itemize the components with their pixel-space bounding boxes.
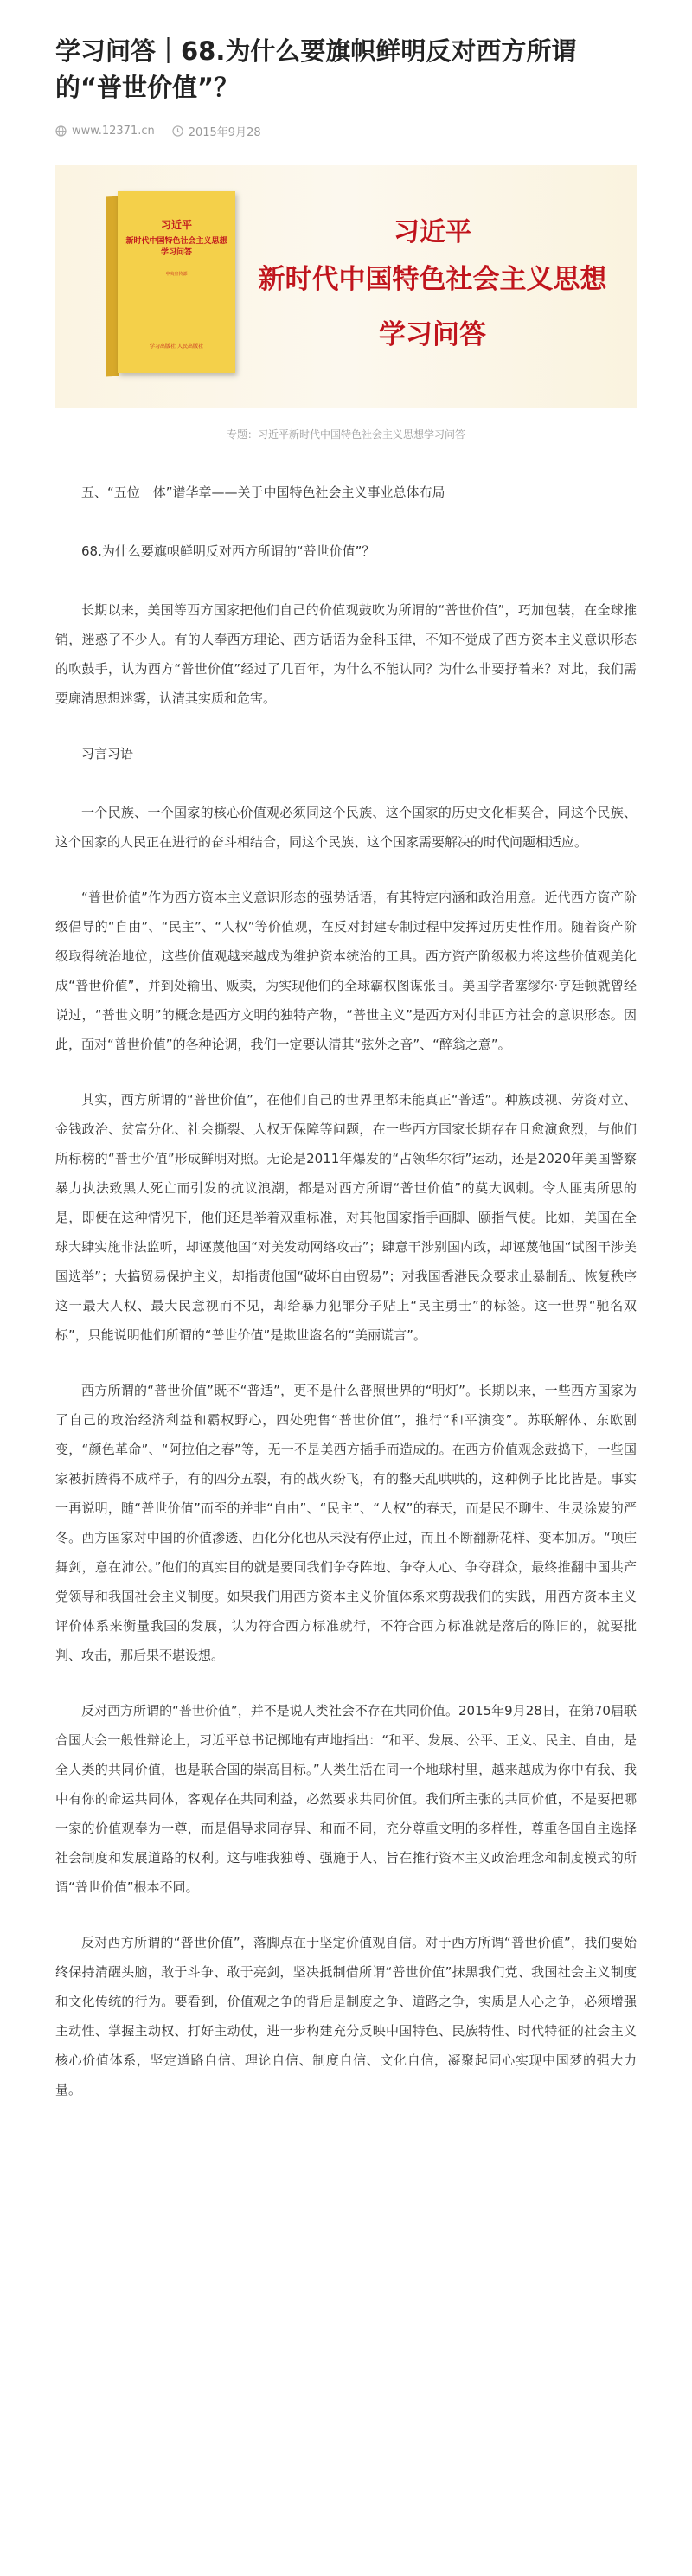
book-publisher: 学习出版社 人民出版社 [150, 344, 203, 350]
article-title: 学习问答｜68.为什么要旗帜鲜明反对西方所谓的“普世价值”？ [55, 36, 577, 102]
clock-icon [172, 125, 183, 137]
paragraph: 反对西方所谓的“普世价值”，并不是说人类社会不存在共同价值。2015年9月28日，在第70届联合国大会一般性辩论上，习近平总书记掷地有声地指出：“和平、发展、公平、正义、民主、自由，是全人类的共同价值，也是联合国的崇高目标。”人类生活在同一个地球村里，越来越成为你中有我、我中有你的命运共同体，客观存在共同利益，必然要求共同价值。我们所主张的共同价值，不是要把哪一家的价值观奉为一尊，而是倡导求同存异、和而不同，充分尊重文明的多样性，尊重各国自主选择社会制度和发展道路的权利。这与唯我独尊、强施于人、旨在推行资本主义政治理念和制度模式的所谓“普世价值”根本不同。 [55, 1703, 637, 1895]
paragraph: 一个民族、一个国家的核心价值观必须同这个民族、这个国家的历史文化相契合，同这个民族、这个国家的人民正在进行的奋斗相结合，同这个民族、这个国家需要解决的时代问题相适应。 [55, 805, 637, 850]
chapter-heading: 五、“五位一体”谱华章——关于中国特色社会主义事业总体布局 [81, 485, 445, 500]
paragraph: 西方所谓的“普世价值”既不“普适”，更不是什么普照世界的“明灯”。长期以来，一些西方国家为了自己的政治经济利益和霸权野心，四处兜售“普世价值”，推行“和平演变”。苏联解体、东欧剧变，“颜色革命”、“阿拉伯之春”等，无一不是美西方插手而造成的。在西方价值观念鼓捣下，一些国家被折腾得不成样子，有的四分五裂，有的战火纷飞，有的整天乱哄哄的，这种例子比比皆是。事实一再说明，随“普世价值”而至的并非“自由”、“民主”、“人权”的春天，而是民不聊生、生灵涂炭的严冬。西方国家对中国的价值渗透、西化分化也从未没有停止过，而且不断翻新花样、变本加厉。“项庄舞剑，意在沛公。”他们的真实目的就是要同我们争夺阵地、争夺人心、争夺群众，最终推翻中国共产党领导和我国社会主义制度。如果我们用西方资本主义价值体系来剪裁我们的实践，用西方资本主义评价体系来衡量我国的发展，认为符合西方标准就行，不符合西方标准就是落后的陈旧的，就要批判、攻击，那后果不堪设想。 [55, 1383, 637, 1663]
source-link[interactable]: www.12371.cn [72, 125, 155, 138]
topic-banner[interactable] [55, 165, 637, 408]
article-meta [55, 123, 637, 139]
globe-icon [55, 125, 67, 137]
article-body [55, 478, 637, 2104]
paragraph: “普世价值”作为西方资本主义意识形态的强势话语，有其特定内涵和政治用意。近代西方资产阶级倡导的“自由”、“民主”、“人权”等价值观，在反对封建专制过程中发挥过历史性作用。随着资产阶级取得统治地位，这些价值观越来越成为维护资本统治的工具。西方资产阶级极力将这些价值观美化成“普世价值”，并到处输出、贩卖，为实现他们的全球霸权图谋张目。美国学者塞缪尔·亨廷顿就曾经说过，“普世文明”的概念是西方文明的独特产物，“普世主义”是西方对付非西方社会的意识形态。因此，面对“普世价值”的各种论调，我们一定要认清其“弦外之音”、“醉翁之意”。 [55, 890, 637, 1052]
book-subtitle: 中央宣传部 [165, 272, 188, 277]
paragraph: 其实，西方所谓的“普世价值”，在他们自己的世界里都未能真正“普适”。种族歧视、劳资对立、金钱政治、贫富分化、社会撕裂、人权无保障等问题，在一些西方国家长期存在且愈演愈烈，与他们所标榜的“普世价值”形成鲜明对照。无论是2011年爆发的“占领华尔街”运动，还是2020年美国警察暴力执法致黑人死亡而引发的抗议浪潮，都是对西方所谓“普世价值”的莫大讽刺。令人匪夷所思的是，即便在这种情况下，他们还是举着双重标准，对其他国家指手画脚、颐指气使。比如，美国在全球大肆实施非法监听，却诬蔑他国“对美发动网络攻击”；肆意干涉别国内政，却诬蔑他国“试图干涉美国选举”；大搞贸易保护主义，却指责他国“破坏自由贸易”；对我国香港民众要求止暴制乱、恢复秩序这一最大人权、最大民意视而不见，却给暴力犯罪分子贴上“民主勇士”的标签。这一世界“驰名双标”，只能说明他们所谓的“普世价值”是欺世盗名的“美丽谎言”。 [55, 1092, 637, 1343]
article-page [0, 33, 692, 2104]
publish-date: 2015年9月28 [188, 126, 261, 139]
question-heading: 68.为什么要旗帜鲜明反对西方所谓的“普世价值”？ [81, 543, 375, 559]
book-title: 新时代中国特色社会主义思想学习问答 [125, 237, 227, 257]
book-author: 习近平 [160, 219, 192, 231]
section-heading: 习言习语 [81, 746, 134, 761]
paragraph: 长期以来，美国等西方国家把他们自己的价值观鼓吹为所谓的“普世价值”，巧加包装，在全球推销，迷惑了不少人。有的人奉西方理论、西方话语为金科玉律，不知不觉成了西方资本主义意识形态的吹鼓手，认为西方“普世价值”经过了几百年，为什么不能认同？为什么非要抒着来？对此，我们需要廓清思想迷雾，认清其实质和危害。 [55, 602, 637, 706]
paragraph: 反对西方所谓的“普世价值”，落脚点在于坚定价值观自信。对于西方所谓“普世价值”，我们要始终保持清醒头脑，敢于斗争、敢于亮剑，坚决抵制借所谓“普世价值”抹黑我们党、我国社会主义制度和文化传统的行为。要看到，价值观之争的背后是制度之争、道路之争，实质是人心之争，必须增强主动性、掌握主动权、打好主动仗，进一步构建充分反映中国特色、民族特性、时代特征的社会主义核心价值体系，坚定道路自信、理论自信、制度自信、文化自信，凝聚起同心实现中国梦的强大力量。 [55, 1935, 637, 2097]
banner-author: 习近平 [394, 217, 471, 247]
banner-subtitle: 学习问答 [379, 319, 486, 350]
date-item [172, 123, 261, 139]
banner-caption[interactable]: 专题：习近平新时代中国特色社会主义思想学习问答 [226, 428, 465, 440]
source-item[interactable] [55, 125, 155, 138]
book-cover-image [106, 191, 235, 380]
banner-title: 新时代中国特色社会主义思想 [258, 264, 607, 295]
